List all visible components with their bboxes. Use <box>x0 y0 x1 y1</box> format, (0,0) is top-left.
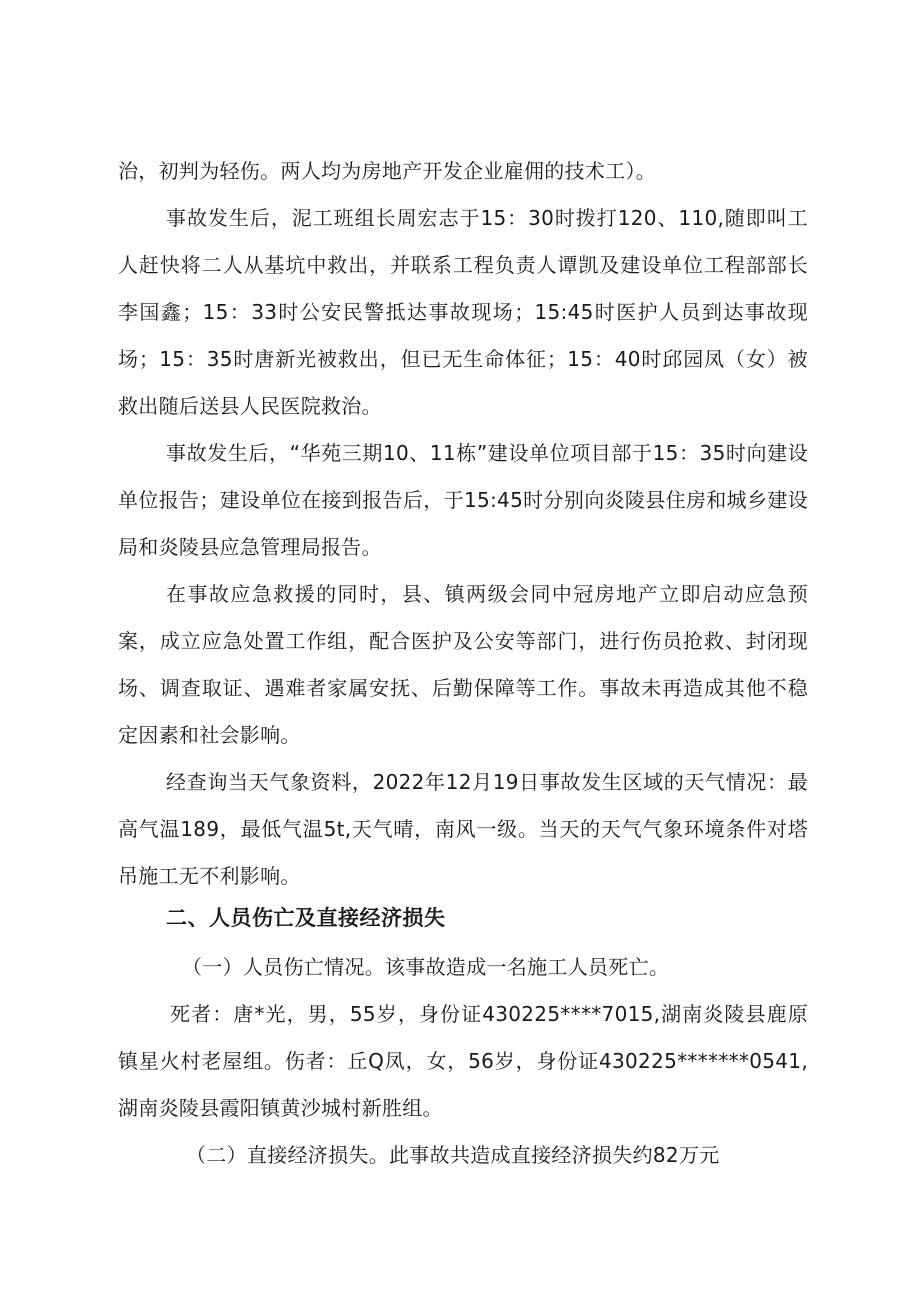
section-heading: 二、人员伤亡及直接经济损失 <box>166 906 446 930</box>
body-text-upper <box>118 148 808 900</box>
paragraph-rescue: 事故发生后，泥工班组长周宏志于15：30时拨打120、110,随即叫工人赶快将二人从基坑中救出，并联系工程负责人谭凯及建设单位工程部部长李国鑫；15：33时公安民警抵达事故现场；15:45时医护人员到达事故现场；15：35时唐新光被救出，但已无生命体征；15：40时邱园凤（女）被救出随后送县人民医院救治。 <box>118 206 808 418</box>
paragraph-casualty-detail: 死者：唐*光，男，55岁，身份证430225****7015,湖南炎陵县鹿原镇星火村老屋组。伤者：丘Q凤，女，56岁，身份证430225*******0541,湖南炎陵县霞阳镇黄沙城村新胜组。 <box>118 1002 808 1120</box>
paragraph-economic-loss: （二）直接经济损失。此事故共造成直接经济损失约82万元 <box>186 1143 720 1167</box>
paragraph-weather: 经查询当天气象资料，2022年12月19日事故发生区域的天气情况：最高气温189，最低气温5t,天气晴，南风一级。当天的天气气象环境条件对塔吊施工无不利影响。 <box>118 770 808 888</box>
paragraph-continued: 治，初判为轻伤。两人均为房地产开发企业雇佣的技术工）。 <box>118 159 657 183</box>
paragraph-casualty-summary: （一）人员伤亡情况。该事故造成一名施工人员死亡。 <box>182 955 670 979</box>
paragraph-report: 事故发生后，“华苑三期10、11栋”建设单位项目部于15：35时向建设单位报告；建设单位在接到报告后，于15:45时分别向炎陵县住房和城乡建设局和炎陵县应急管理局报告。 <box>118 441 808 559</box>
paragraph-emergency: 在事故应急救援的同时，县、镇两级会同中冠房地产立即启动应急预案，成立应急处置工作组，配合医护及公安等部门，进行伤员抢救、封闭现场、调查取证、遇难者家属安抚、后勤保障等工作。事故未再造成其他不稳定因素和社会影响。 <box>118 582 808 747</box>
body-text-lower <box>118 944 808 1179</box>
